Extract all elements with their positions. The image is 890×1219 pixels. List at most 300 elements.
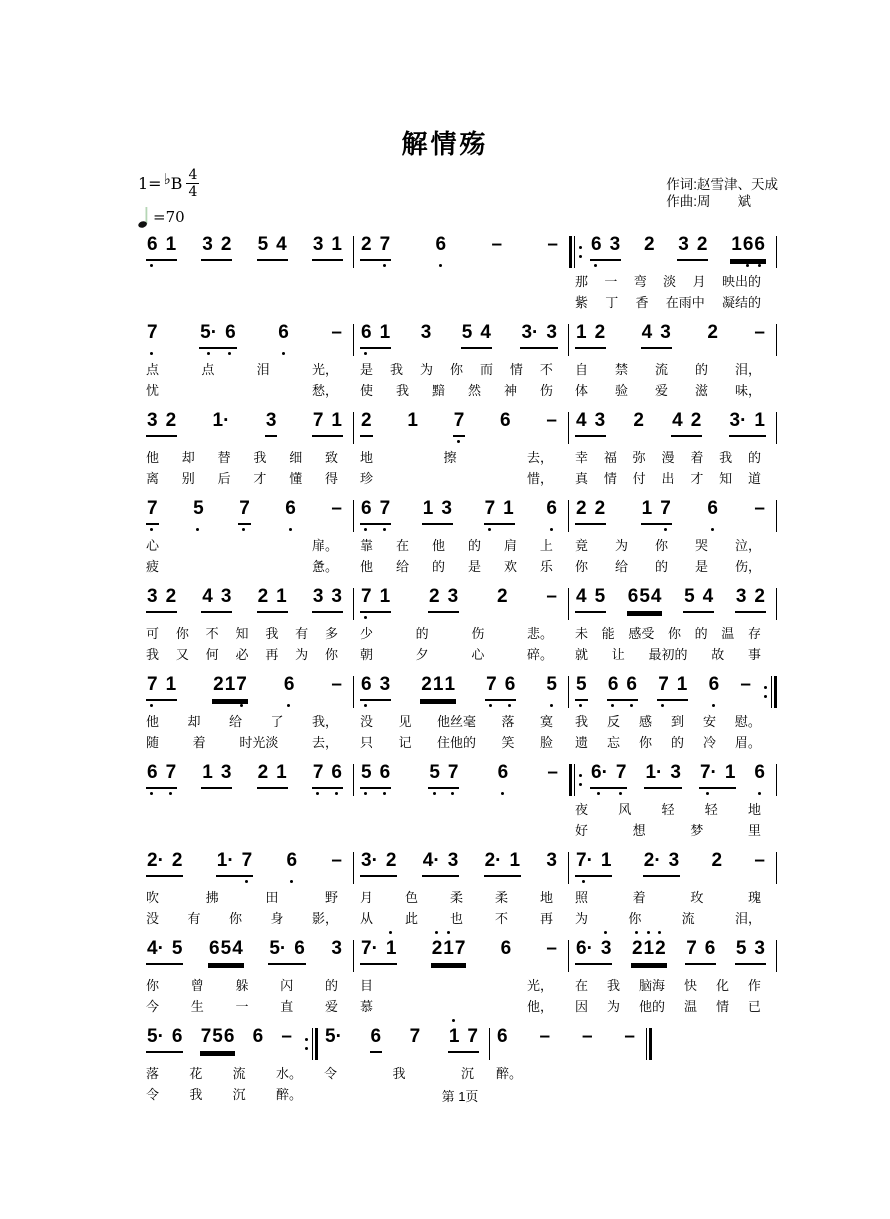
lyric-syllable: 一 — [235, 999, 249, 1014]
note-group — [641, 322, 672, 349]
note-groups — [354, 410, 568, 437]
note-group — [575, 410, 606, 437]
note — [497, 1026, 508, 1049]
note — [433, 674, 444, 697]
note — [546, 674, 557, 697]
note — [331, 938, 342, 961]
lyricist-credit: 作词:赵雪津、天成 — [666, 177, 778, 192]
lyric-syllable: 淡 — [663, 274, 677, 289]
lyric-syllable: 我 — [253, 450, 267, 465]
measure — [140, 840, 354, 928]
barline — [776, 324, 777, 356]
note-digit: 6 — [607, 674, 619, 695]
note — [608, 674, 619, 697]
note — [691, 410, 702, 433]
lyric-syllable: 情 — [715, 999, 729, 1014]
measure-notes — [569, 488, 777, 534]
note-digit: 3 — [147, 586, 158, 607]
lyrics-line-1 — [354, 534, 569, 555]
measure-notes — [140, 664, 354, 710]
note-digit: 6 — [497, 762, 509, 783]
measure-notes — [569, 664, 777, 710]
note — [610, 234, 621, 257]
note-digit: 1 — [448, 1026, 460, 1047]
lyric-syllable: 一 — [604, 274, 618, 289]
lyric-syllable: 禁 — [614, 362, 628, 377]
lyric-syllable: 脑海 — [638, 978, 665, 993]
lyric-syllable: 目 — [360, 978, 374, 993]
note-group — [312, 410, 343, 437]
note-group — [706, 322, 719, 349]
note — [331, 850, 342, 873]
note — [491, 234, 502, 257]
note-digit: 6 — [708, 674, 720, 695]
note — [266, 410, 277, 433]
octave-dot-above — [635, 931, 638, 934]
measure-notes — [569, 752, 777, 798]
lyrics-line-2 — [140, 467, 354, 488]
note-digit: 2 — [385, 850, 397, 871]
note-digit: 5 — [361, 762, 372, 783]
lyrics-line-2 — [569, 379, 777, 400]
note-digit: 1· — [212, 410, 230, 431]
lyric-syllable: 福 — [603, 450, 617, 465]
note-group — [280, 1026, 293, 1053]
bar-stroke — [776, 324, 777, 356]
note-group — [735, 586, 766, 613]
lyric-syllable: 地 — [747, 802, 761, 817]
note — [201, 1026, 212, 1049]
lyric-syllable: 我 — [189, 1087, 203, 1102]
note-digit: 7 — [312, 762, 324, 783]
note-digit: 3 — [609, 234, 621, 255]
note — [221, 586, 232, 609]
octave-dot-below — [579, 704, 582, 707]
note-digit: 3 — [202, 234, 213, 255]
octave-dot-below — [706, 792, 709, 795]
note — [147, 322, 158, 345]
note-digit: 7· — [576, 850, 593, 871]
measure — [354, 928, 569, 1016]
lyric-syllable: 滋 — [694, 383, 708, 398]
measure — [569, 752, 777, 840]
note-group — [201, 762, 232, 789]
note-digit: 6· — [591, 762, 608, 783]
lyric-syllable: 去， — [526, 450, 553, 465]
note — [505, 674, 516, 697]
octave-dot-below — [290, 880, 293, 883]
measure — [569, 488, 777, 576]
note — [380, 762, 391, 785]
note — [576, 498, 587, 521]
note-group — [286, 850, 299, 877]
note-digit: – — [546, 410, 557, 431]
measure — [140, 488, 354, 576]
note — [658, 674, 669, 697]
lyric-syllable: 何 — [205, 647, 219, 662]
bar-stroke — [776, 764, 777, 796]
lyric-syllable: 再 — [539, 911, 553, 926]
note-group — [575, 586, 606, 613]
lyric-syllable: 田 — [265, 890, 279, 905]
lyrics-line-2 — [569, 643, 777, 664]
note — [380, 674, 391, 697]
note-digit: 7· — [699, 762, 717, 783]
lyric-syllable: 我 — [389, 362, 403, 377]
note-group — [200, 1026, 236, 1053]
note-digit: 6 — [286, 850, 298, 871]
lyric-syllable: 欢 — [503, 559, 517, 574]
measure-notes — [140, 224, 354, 270]
measure — [569, 400, 777, 488]
note-digit: 1 — [202, 762, 213, 783]
note — [172, 938, 183, 961]
lyrics-line-2 — [354, 643, 569, 664]
note-groups — [354, 586, 568, 613]
note — [684, 586, 695, 609]
system-row — [140, 400, 785, 488]
lyric-syllable: 好 — [575, 823, 589, 838]
lyric-syllable: 轻 — [661, 802, 675, 817]
lyrics-line-2 — [569, 467, 777, 488]
note — [448, 586, 459, 609]
note-digit: 3 — [441, 498, 452, 519]
note-digit: 2 — [431, 938, 443, 959]
note-digit: 3 — [379, 674, 391, 695]
note — [497, 586, 508, 609]
note-digit: 3 — [594, 410, 606, 431]
octave-dot-below — [451, 792, 454, 795]
measure-notes — [354, 928, 569, 974]
lyric-syllable: 玫 — [690, 890, 704, 905]
note — [576, 674, 587, 697]
note — [639, 586, 650, 609]
note-digit: 2 — [361, 410, 372, 431]
octave-dot-below — [287, 704, 290, 707]
note — [361, 850, 378, 873]
final-barline — [646, 1028, 652, 1060]
octave-dot-below — [758, 264, 761, 267]
lyric-syllable: 他 — [431, 538, 445, 553]
note-digit: 2 — [165, 410, 177, 431]
note — [436, 234, 447, 257]
note-digit: 6 — [294, 938, 305, 959]
note-group — [753, 322, 766, 349]
note-group — [146, 498, 159, 525]
lyric-syllable: 夜 — [575, 802, 589, 817]
note-digit: 3 — [331, 586, 342, 607]
note-digit: – — [546, 586, 557, 607]
lyric-syllable: 生 — [190, 999, 204, 1014]
note-digit: 1· — [216, 850, 234, 871]
note-digit: 1 — [444, 674, 456, 695]
note — [331, 410, 342, 433]
lyrics-line-2 — [140, 643, 354, 664]
note-digit: 3 — [420, 322, 432, 343]
lyric-syllable: 流 — [681, 911, 695, 926]
note-group — [146, 234, 177, 261]
bar-stroke — [776, 588, 777, 620]
octave-dot-above — [658, 931, 661, 934]
note — [485, 498, 496, 521]
note — [616, 762, 627, 785]
lyric-syllable: 你 — [667, 626, 681, 641]
note-digit: 7 — [660, 498, 671, 519]
note-digit: 5· — [269, 938, 287, 959]
note-groups — [569, 410, 776, 437]
lyric-syllable: 靠 — [360, 538, 374, 553]
note — [754, 234, 765, 257]
note — [361, 586, 372, 609]
lyric-syllable: 为 — [614, 538, 628, 553]
note-group — [631, 938, 667, 965]
bar-stroke — [569, 764, 572, 796]
lyric-syllable: 伤 — [471, 626, 485, 641]
note-digit: 6 — [361, 498, 372, 519]
note-digit: 7 — [615, 762, 627, 783]
note — [628, 586, 639, 609]
repeat-close-sign — [303, 1028, 318, 1060]
lyrics-line-2 — [354, 907, 569, 928]
octave-dot-below — [169, 792, 172, 795]
lyric-syllable: 沉 — [460, 1066, 474, 1081]
note-digit: 7· — [361, 938, 378, 959]
lyrics-line-1 — [318, 1062, 490, 1083]
lyric-syllable: 笑 — [501, 735, 515, 750]
octave-dot-below — [150, 352, 153, 355]
note-digit: – — [539, 1026, 551, 1047]
lyric-syllable: 的 — [415, 626, 429, 641]
lyric-syllable: 是 — [467, 559, 481, 574]
note — [642, 498, 653, 521]
lyric-syllable: 月 — [360, 890, 374, 905]
note — [269, 938, 286, 961]
note-group — [448, 1026, 479, 1053]
lyric-syllable: 瑰 — [747, 890, 761, 905]
note — [236, 674, 247, 697]
note-digit: 6 — [435, 234, 447, 255]
note-digit: 2 — [707, 322, 718, 343]
lyrics-line-2 — [354, 467, 569, 488]
note-group — [706, 498, 719, 525]
note — [480, 322, 491, 345]
lyric-syllable: 离 — [146, 471, 160, 486]
note-groups — [140, 674, 353, 701]
note-groups — [140, 322, 353, 349]
note-digit: 6 — [283, 674, 295, 695]
note — [172, 1026, 183, 1049]
note-group — [257, 762, 288, 789]
note-digit: 6 — [704, 938, 716, 959]
lyric-syllable: 落 — [146, 1066, 160, 1081]
barline — [776, 852, 777, 884]
note — [331, 498, 342, 521]
note-group — [409, 1026, 422, 1053]
note-digit: 6 — [707, 498, 718, 519]
lyric-syllable: 因 — [575, 999, 589, 1014]
note-digit: 5· — [200, 322, 218, 343]
lyrics-line-2 — [140, 379, 354, 400]
note-digit: 1 — [385, 938, 397, 959]
note-digit: – — [331, 498, 342, 519]
note — [221, 762, 232, 785]
note-digit: 2 — [754, 586, 765, 607]
lyric-syllable: 伤 — [539, 383, 553, 398]
lyric-syllable: 给 — [395, 559, 409, 574]
note — [595, 586, 606, 609]
note-digit: 3 — [735, 586, 747, 607]
note — [576, 850, 593, 873]
note-digit: 7 — [361, 586, 372, 607]
note — [276, 234, 287, 257]
octave-dot-below — [364, 528, 367, 531]
octave-dot-above — [647, 931, 650, 934]
note-group — [330, 850, 343, 877]
lyric-syllable: 泪， — [734, 911, 761, 926]
lyrics-line-1 — [569, 886, 777, 907]
note-group — [146, 586, 177, 613]
lyric-syllable: 他 — [360, 559, 374, 574]
lyrics-line-2 — [354, 291, 569, 312]
key-prefix: 1= — [138, 174, 162, 193]
note-digit: 6 — [591, 234, 602, 255]
note-digit: 3 — [678, 234, 689, 255]
note — [441, 498, 452, 521]
note — [591, 762, 608, 785]
tempo-value: =70 — [153, 208, 185, 226]
lyric-syllable: 此 — [404, 911, 418, 926]
lyric-syllable: 出 — [661, 471, 675, 486]
measure-notes — [354, 752, 569, 798]
note-digit: 3 — [147, 410, 158, 431]
measure — [354, 752, 569, 840]
octave-dot-below — [550, 704, 553, 707]
note-group — [699, 762, 736, 789]
lyrics-line-1 — [354, 358, 569, 379]
note-group — [146, 762, 177, 789]
lyrics-line-1 — [140, 534, 354, 555]
octave-dot-below — [664, 528, 667, 531]
note — [407, 410, 418, 433]
note — [225, 322, 236, 345]
lyric-syllable: 不 — [539, 362, 553, 377]
lyric-syllable: 却 — [181, 450, 195, 465]
note-digit: 7 — [409, 1026, 421, 1047]
lyric-syllable: 记 — [398, 735, 412, 750]
key-signature — [138, 168, 199, 199]
lyric-syllable: 香 — [635, 295, 649, 310]
lyric-syllable: 他 — [146, 450, 160, 465]
note — [547, 234, 558, 257]
note-group — [575, 674, 588, 701]
octave-dot-below — [758, 792, 761, 795]
note — [313, 410, 324, 433]
note-group — [312, 234, 343, 261]
note-digit: 7 — [147, 322, 158, 343]
lyric-syllable: 脸 — [539, 735, 553, 750]
octave-dot-below — [228, 352, 231, 355]
lyric-syllable: 给 — [614, 559, 628, 574]
page-number: 第 1页 — [441, 1089, 479, 1104]
lyric-syllable: 我， — [311, 714, 338, 729]
note-group — [257, 586, 288, 613]
lyric-syllable: 付 — [632, 471, 646, 486]
lyric-syllable: 存 — [747, 626, 761, 641]
lyrics-line-1 — [140, 974, 354, 995]
note — [501, 938, 512, 961]
note-digit: 7 — [658, 674, 669, 695]
bar-stroke — [771, 676, 772, 708]
note — [147, 762, 158, 785]
lyric-syllable: 是 — [694, 559, 708, 574]
lyric-syllable: 却 — [187, 714, 201, 729]
lyrics-line-1 — [354, 270, 569, 291]
note — [213, 674, 224, 697]
note-digit: 6 — [379, 762, 391, 783]
lyric-syllable: 体 — [575, 383, 589, 398]
lyric-syllable: 只 — [360, 735, 374, 750]
note-group — [330, 938, 343, 965]
note — [200, 322, 217, 345]
octave-dot-below — [242, 528, 245, 531]
note-digit: 1 — [422, 498, 434, 519]
note — [510, 850, 521, 873]
lyric-syllable: 凝结的 — [721, 295, 761, 310]
measure-notes — [354, 664, 569, 710]
lyric-syllable: 情 — [603, 471, 617, 486]
lyric-syllable: 得 — [324, 471, 338, 486]
system-row — [140, 840, 785, 928]
note — [632, 938, 643, 961]
lyric-syllable: 为 — [419, 362, 433, 377]
music-system — [140, 752, 785, 840]
note — [202, 234, 213, 257]
note — [576, 938, 593, 961]
note — [380, 234, 391, 257]
note-digit: – — [331, 674, 342, 695]
note — [147, 586, 158, 609]
note-digit: 6 — [225, 322, 236, 343]
lyric-syllable: 悲。 — [526, 626, 553, 641]
measure — [354, 576, 569, 664]
note-group — [729, 410, 766, 437]
note — [595, 322, 606, 345]
octave-dot-below — [383, 528, 386, 531]
note-digit: 5 — [212, 1026, 223, 1047]
note-groups — [354, 234, 569, 261]
lyric-syllable: 你 — [575, 559, 589, 574]
note-groups — [140, 410, 353, 437]
note-digit: 7 — [686, 938, 697, 959]
lyric-syllable: 野 — [324, 890, 338, 905]
octave-dot-below — [240, 704, 243, 707]
lyric-syllable: 的 — [467, 538, 481, 553]
note-digit: 6 — [504, 674, 516, 695]
note — [421, 322, 432, 345]
note — [313, 762, 324, 785]
note-group — [520, 322, 557, 349]
note — [432, 938, 443, 961]
lyrics-line-2 — [569, 555, 777, 576]
note — [258, 762, 269, 785]
lyrics-line-1 — [354, 710, 569, 731]
note-digit: 3 — [312, 234, 324, 255]
lyric-syllable: 心 — [146, 538, 160, 553]
lyric-syllable: 多 — [324, 626, 338, 641]
note-group — [360, 938, 397, 965]
lyrics-line-1 — [140, 622, 354, 643]
note-digit: 7 — [454, 938, 466, 959]
